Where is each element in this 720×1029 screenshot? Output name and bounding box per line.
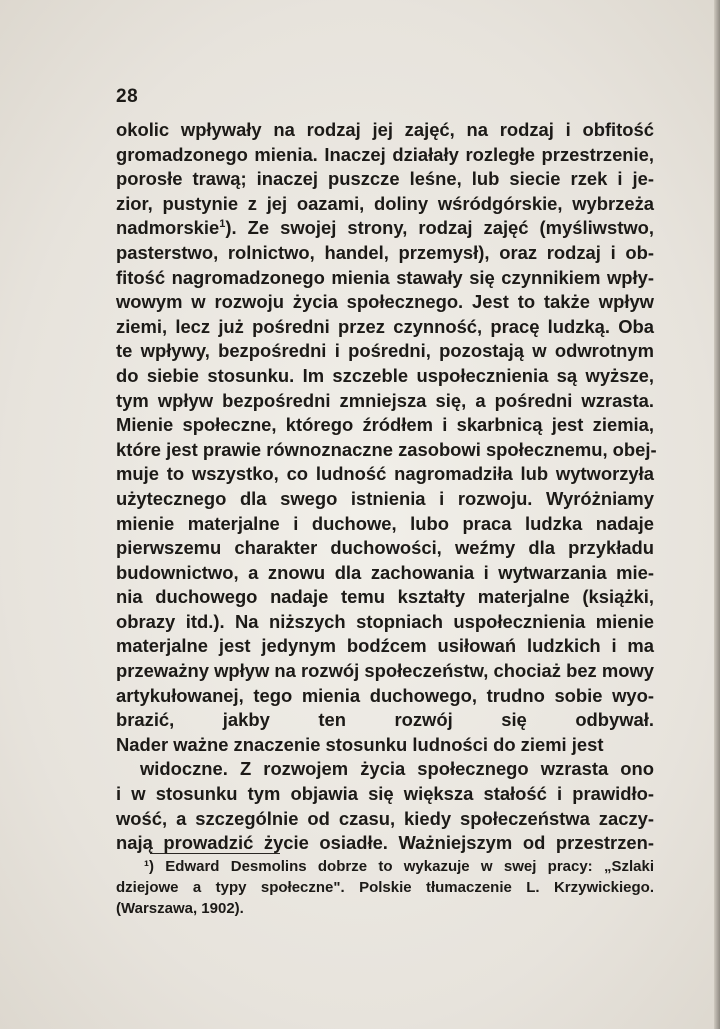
text-fragment: nadmorskie xyxy=(116,217,220,239)
text-line: użytecznego dla swego istnienia i rozwoju. Wyróżniamy xyxy=(116,487,654,509)
text-line: tym wpływ bezpośredni zmniejsza się, a pośredni wzrasta. xyxy=(116,389,654,411)
text-line: porosłe trawą; inaczej puszcze leśne, lub siecie rzek i je- xyxy=(116,168,654,190)
footnote-text: Edward Desmolins dobrze to wykazuje w swej pracy: „Szlaki xyxy=(165,858,654,875)
text-line: te wpływy, bezpośredni i pośredni, pozostają w odwrotnym xyxy=(116,340,654,362)
text-line: zior, pustynie z jej oazami, doliny wśródgórskie, wybrzeża xyxy=(116,192,654,214)
text-line: fitość nagromadzonego mienia stawały się czynnikiem wpły- xyxy=(116,266,654,288)
text-line: nia duchowego nadaje temu kształty materjalne (książki, xyxy=(116,586,654,608)
text-line: Nader ważne znaczenie stosunku ludności do ziemi jest xyxy=(116,733,604,755)
text-line: wość, a szczególnie od czasu, kiedy społeczeństwa zaczy- xyxy=(116,807,654,829)
body-text xyxy=(116,118,657,856)
text-line: do siebie stosunku. Im szczeble uspołecznienia są wyższe, xyxy=(116,364,654,386)
text-line-with-footnote-ref xyxy=(116,216,654,241)
footnote-line xyxy=(116,856,654,877)
text-fragment: ). Ze swojej strony, rodzaj zajęć (myśliwstwo, xyxy=(225,217,654,239)
paragraph-start-line: widoczne. Z rozwojem życia społecznego wzrasta ono xyxy=(140,758,654,780)
text-line: mienie materjalne i duchowe, lubo praca ludzka nadaje xyxy=(116,512,654,534)
text-line: wowym w rozwoju życia społecznego. Jest to także wpływ xyxy=(116,291,654,313)
text-line: brazić, jakby ten rozwój się odbywał. xyxy=(116,709,654,731)
footnote xyxy=(116,856,654,919)
text-line: pierwszemu charakter duchowości, weźmy dla przykładu xyxy=(116,537,654,559)
footnote-line: (Warszawa, 1902). xyxy=(116,900,244,917)
text-line: Mienie społeczne, którego źródłem i skarbnicą jest ziemia, xyxy=(116,414,654,436)
text-line: okolic wpływały na rodzaj jej zajęć, na rodzaj i obfitość xyxy=(116,119,654,140)
text-line: nają prowadzić życie osiadłe. Ważniejszym od przestrzen- xyxy=(116,832,654,854)
page-edge-shadow xyxy=(714,0,720,1029)
footnote-separator xyxy=(150,853,280,854)
footnote-line: dziejowe a typy społeczne". Polskie tłumaczenie L. Krzywickiego. xyxy=(116,879,654,896)
text-line: obrazy itd.). Na niższych stopniach uspołecznienia mienie xyxy=(116,610,654,632)
text-line: gromadzonego mienia. Inaczej działały rozległe przestrzenie, xyxy=(116,143,654,165)
footnote-reference: 1 xyxy=(219,218,226,231)
text-line: i w stosunku tym objawia się większa stałość i prawidło- xyxy=(116,783,654,805)
text-line: artykułowanej, tego mienia duchowego, trudno sobie wyo- xyxy=(116,684,654,706)
text-line: muje to wszystko, co ludność nagromadziła lub wytworzyła xyxy=(116,463,654,485)
text-line: ziemi, lecz już pośredni przez czynność, pracę ludzką. Oba xyxy=(116,315,654,337)
footnote-marker: ¹) xyxy=(144,858,154,875)
text-line: materjalne jest jedynym bodźcem usiłowań ludzkich i ma xyxy=(116,635,654,657)
text-line: budownictwo, a znowu dla zachowania i wytwarzania mie- xyxy=(116,561,654,583)
text-line: pasterstwo, rolnictwo, handel, przemysł), oraz rodzaj i ob- xyxy=(116,241,654,263)
text-line: przeważny wpływ na rozwój społeczeństw, chociaż bez mowy xyxy=(116,660,654,682)
text-line: które jest prawie równoznaczne zasobowi społecznemu, obej- xyxy=(116,438,657,460)
page-number: 28 xyxy=(116,86,139,107)
